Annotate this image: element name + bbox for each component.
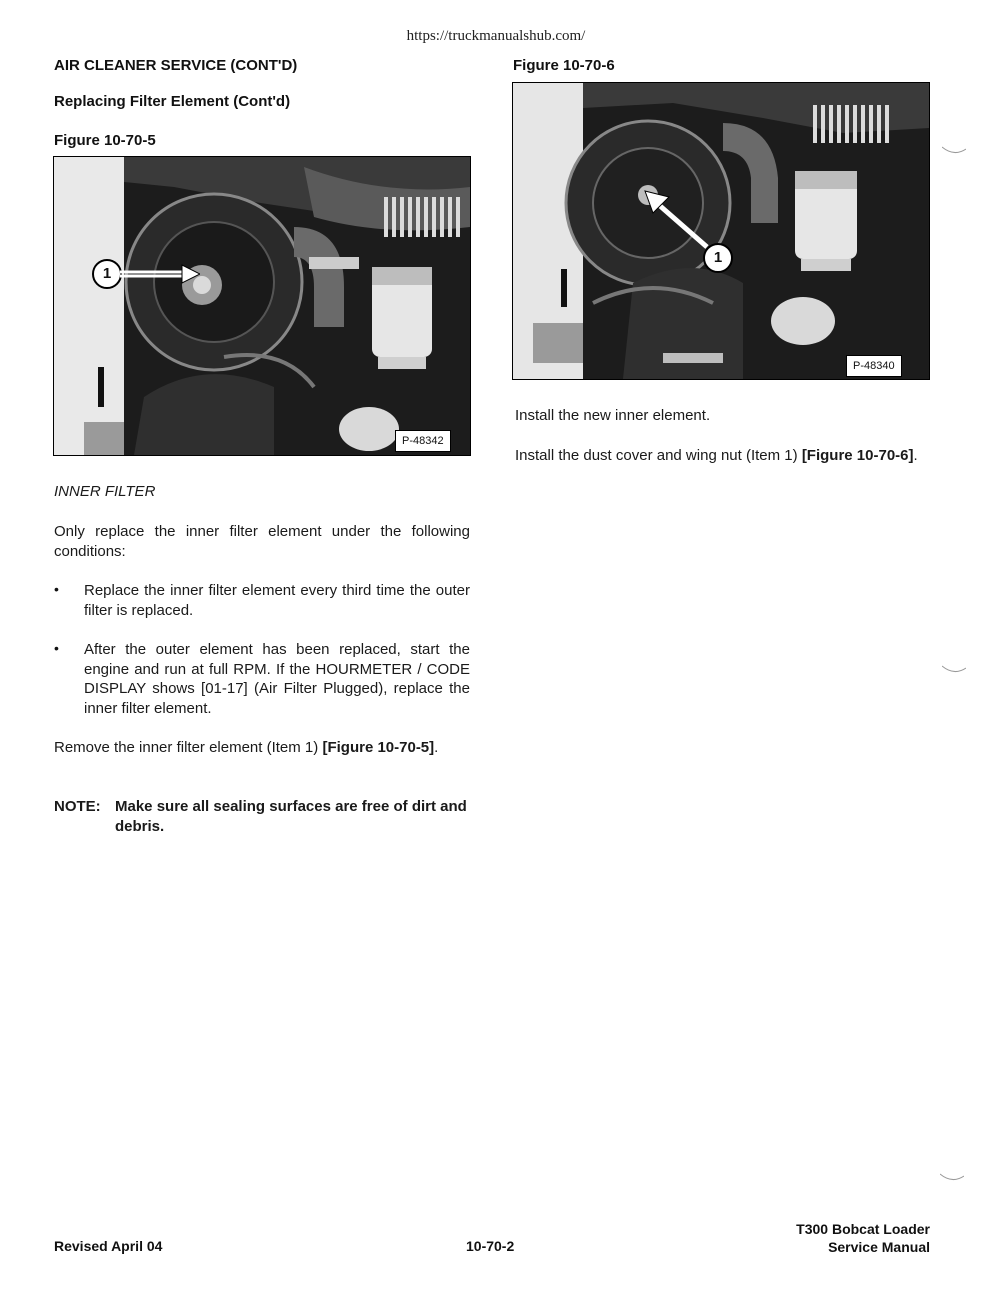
section-title: AIR CLEANER SERVICE (CONT'D) — [54, 57, 298, 74]
install-figure-reference: [Figure 10-70-6] — [801, 447, 914, 464]
bullet-1-text: Replace the inner filter element every third time the outer filter is replaced. — [84, 582, 470, 619]
remove-instruction — [54, 738, 470, 758]
inner-filter-intro: Only replace the inner filter element under the following conditions: — [54, 523, 470, 560]
engine-photo-left-drawing — [54, 157, 470, 455]
subsection-title: Replacing Filter Element (Cont'd) — [54, 93, 291, 110]
scan-mark-1-icon — [942, 145, 966, 157]
engine-photo-left — [53, 156, 471, 456]
figure-caption-left: Figure 10-70-5 — [54, 132, 156, 149]
engine-photo-right — [512, 82, 930, 380]
callout-item-1-left: 1 — [92, 259, 122, 289]
remove-instruction-end: . — [434, 739, 439, 756]
note-label: NOTE: — [54, 798, 101, 815]
source-url[interactable]: https://truckmanualshub.com/ — [406, 28, 586, 44]
install-cover-instruction — [515, 446, 929, 466]
remove-instruction-text: Remove the inner filter element (Item 1) — [54, 739, 323, 756]
photo-tag-left: P-48342 — [395, 430, 451, 452]
engine-photo-right-drawing — [513, 83, 929, 379]
footer-product-line1: T300 Bobcat Loader — [796, 1221, 930, 1237]
bullet-2-dot: • — [54, 640, 59, 656]
footer-page-number: 10-70-2 — [466, 1238, 515, 1254]
install-cover-text: Install the dust cover and wing nut (Item 1) — [515, 447, 802, 464]
install-cover-end: . — [913, 447, 918, 464]
footer-product-line2: Service Manual — [828, 1239, 930, 1255]
footer-revised: Revised April 04 — [54, 1238, 163, 1254]
remove-figure-reference: [Figure 10-70-5] — [322, 739, 435, 756]
install-inner-text: Install the new inner element. — [515, 407, 711, 424]
inner-filter-heading: INNER FILTER — [54, 483, 156, 500]
bullet-2-text: After the outer element has been replaced, start the engine and run at full RPM. If the HOURMETER / CODE DISPLAY shows [01-17] (Air Filter Plugged), replace the inner filter element. — [84, 641, 470, 717]
scan-mark-2-icon — [942, 664, 966, 676]
scan-mark-3-icon — [940, 1172, 964, 1184]
callout-item-1-right: 1 — [703, 243, 733, 273]
note-text: Make sure all sealing surfaces are free of dirt and debris. — [115, 798, 467, 835]
figure-caption-right: Figure 10-70-6 — [513, 57, 615, 74]
callout-arrow-right-icon — [641, 187, 711, 251]
photo-tag-right: P-48340 — [846, 355, 902, 377]
bullet-1-dot: • — [54, 581, 59, 597]
callout-arrow-left-icon — [120, 263, 200, 285]
